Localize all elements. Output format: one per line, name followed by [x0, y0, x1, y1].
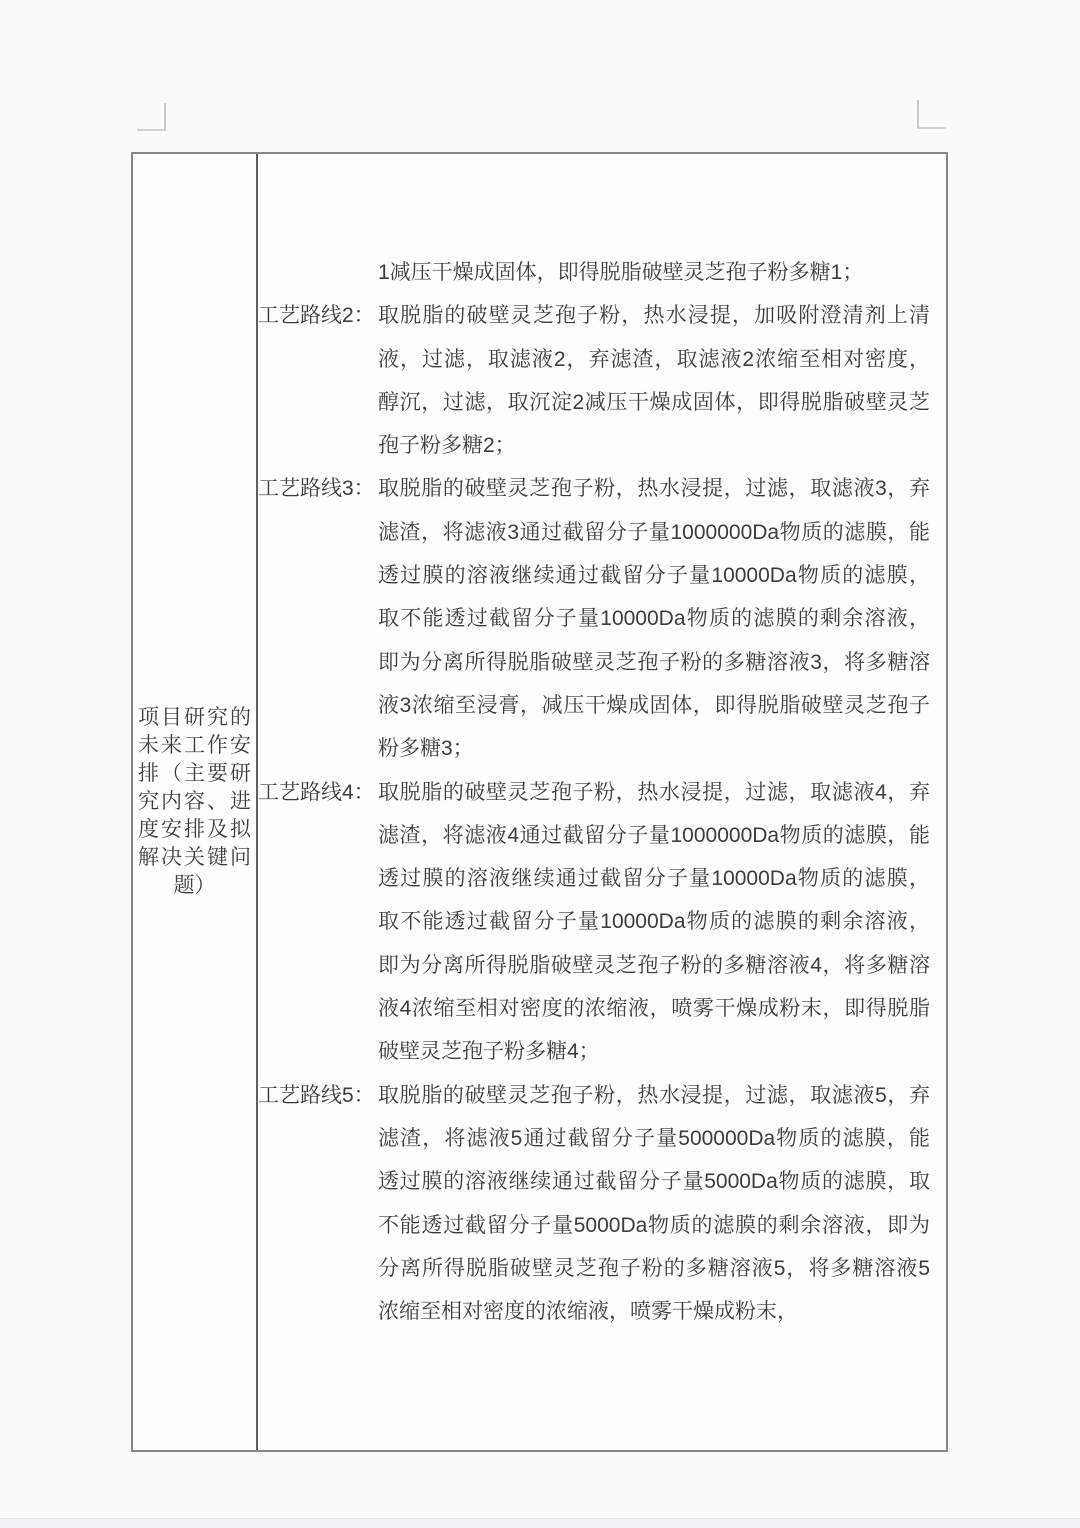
- route-label: 工艺路线5：: [258, 1083, 375, 1107]
- text-line: 液，过滤，取滤液2，弃滤渣，取滤液2浓缩至相对密度，: [378, 347, 930, 371]
- text-line: 孢子粉多糖2；: [378, 434, 516, 458]
- route-label: 工艺路线4：: [258, 780, 375, 804]
- route-2-paragraph: [258, 294, 930, 467]
- text-line: 滤渣，将滤液4通过截留分子量1000000Da物质的滤膜，能: [378, 823, 930, 847]
- text-line: 取脱脂的破壁灵芝孢子粉，热水浸提，过滤，取滤液4，弃: [378, 780, 930, 804]
- crop-mark-top-right: [917, 100, 946, 129]
- text-line: 不能透过截留分子量5000Da物质的滤膜的剩余溶液，即为: [378, 1213, 930, 1237]
- text-line: 液3浓缩至浸膏，减压干燥成固体，即得脱脂破壁灵芝孢子: [378, 693, 930, 717]
- route-label: 工艺路线3：: [258, 477, 375, 501]
- row-header-line: 题）: [173, 874, 216, 897]
- row-header-line: 解决关键问: [138, 846, 251, 869]
- row-header-line: 度安排及拟: [138, 818, 251, 841]
- row-header-line: 排（主要研: [138, 762, 251, 785]
- text-line: 液4浓缩至相对密度的浓缩液，喷雾干燥成粉末，即得脱脂: [378, 997, 930, 1021]
- text-line: 取脱脂的破壁灵芝孢子粉，热水浸提，过滤，取滤液5，弃: [378, 1083, 930, 1107]
- route-1-continuation-paragraph: [258, 251, 930, 294]
- text-line: 取脱脂的破壁灵芝孢子粉，热水浸提，过滤，取滤液3，弃: [378, 477, 930, 501]
- text-line: 滤渣，将滤液5通过截留分子量500000Da物质的滤膜，能: [378, 1126, 930, 1150]
- text-line: 透过膜的溶液继续通过截留分子量10000Da物质的滤膜，: [378, 564, 930, 588]
- text-line: 分离所得脱脂破壁灵芝孢子粉的多糖溶液5，将多糖溶液5: [378, 1256, 930, 1280]
- row-header-line: 未来工作安: [138, 734, 251, 757]
- text-line: 透过膜的溶液继续通过截留分子量5000Da物质的滤膜，取: [378, 1170, 930, 1194]
- text-line: 1减压干燥成固体，即得脱脂破壁灵芝孢子粉多糖1；: [378, 261, 864, 284]
- row-header-line: 项目研究的: [138, 706, 251, 729]
- text-line: 取不能透过截留分子量10000Da物质的滤膜的剩余溶液，: [378, 607, 930, 631]
- row-header-cell: [133, 154, 258, 1450]
- route-4-paragraph: [258, 771, 930, 1074]
- route-3-paragraph: [258, 467, 930, 770]
- project-plan-table: [131, 152, 948, 1452]
- text-line: 粉多糖3；: [378, 737, 474, 761]
- row-header-line: 究内容、进: [138, 790, 251, 813]
- text-line: 破壁灵芝孢子粉多糖4；: [378, 1040, 600, 1064]
- text-line: 透过膜的溶液继续通过截留分子量10000Da物质的滤膜，: [378, 867, 930, 891]
- text-line: 取不能透过截留分子量10000Da物质的滤膜的剩余溶液，: [378, 910, 930, 934]
- route-label: 工艺路线2：: [258, 304, 375, 328]
- text-line: 醇沉，过滤，取沉淀2减压干燥成固体，即得脱脂破壁灵芝: [378, 390, 930, 414]
- text-line: 滤渣，将滤液3通过截留分子量1000000Da物质的滤膜，能: [378, 520, 930, 544]
- text-line: 即为分离所得脱脂破壁灵芝孢子粉的多糖溶液3，将多糖溶: [378, 650, 930, 674]
- route-5-paragraph: [258, 1074, 930, 1334]
- content-cell: [258, 154, 946, 1450]
- crop-mark-top-left: [137, 103, 166, 131]
- text-line: 取脱脂的破壁灵芝孢子粉，热水浸提，加吸附澄清剂上清: [378, 304, 930, 328]
- text-line: 浓缩至相对密度的浓缩液，喷雾干燥成粉末，: [378, 1300, 798, 1324]
- text-line: 即为分离所得脱脂破壁灵芝孢子粉的多糖溶液4，将多糖溶: [378, 953, 930, 977]
